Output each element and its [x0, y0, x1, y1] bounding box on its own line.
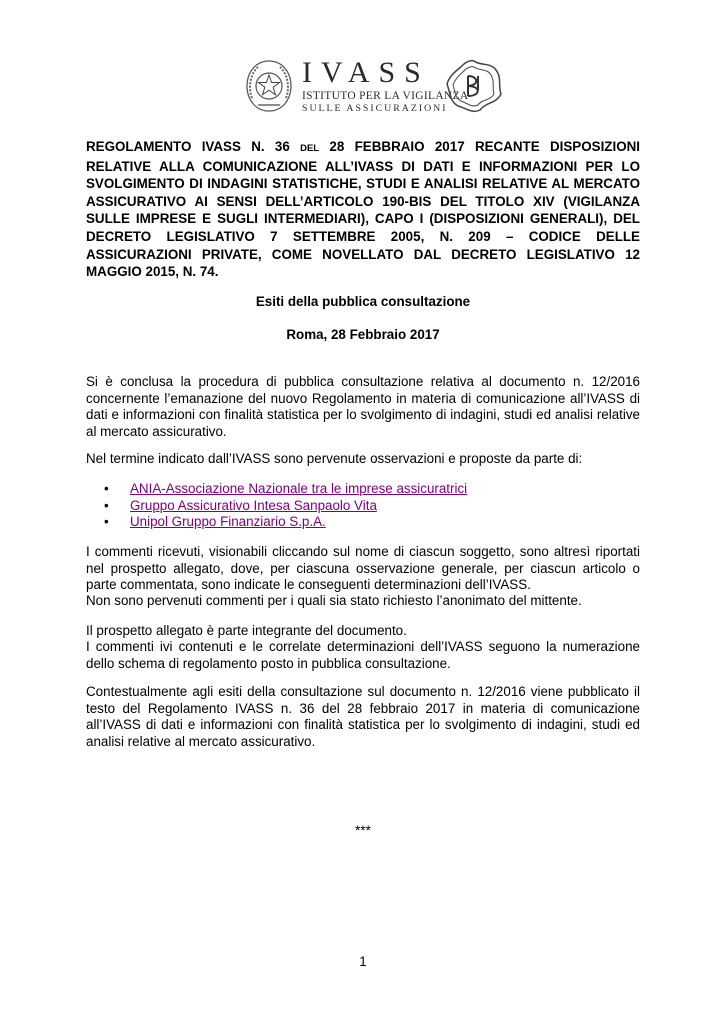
respondent-link-unipol[interactable]: Unipol Gruppo Finanziario S.p.A. — [130, 514, 326, 529]
section-separator: *** — [355, 823, 371, 838]
paragraph-term: Nel termine indicato dall’IVASS sono pervenute osservazioni e proposte da parte di: — [86, 451, 583, 466]
bullet-symbol: • — [104, 514, 109, 529]
list-item — [104, 498, 467, 515]
italian-republic-emblem-icon — [244, 58, 294, 114]
bullet-symbol: • — [104, 481, 109, 496]
brand-name: IVASS — [302, 56, 430, 89]
title-part1: REGOLAMENTO IVASS N. 36 — [86, 139, 301, 154]
respondent-link-ania[interactable]: ANIA-Associazione Nazionale tra le imprese assicuratrici — [130, 481, 468, 496]
page-number: 1 — [359, 954, 367, 969]
document-title — [86, 138, 640, 281]
title-part2: 28 FEBBRAIO 2017 RECANTE DISPOSIZIONI RELATIVE ALLA COMUNICAZIONE ALL’IVASS DI DATI E INFORMAZIONI PER LO SVOLGIMENTO DI INDAGINI STATISTICHE, STUDI E ANALISI RELATIVE AL MERCATO ASSICURATIVO AI SENSI DELL’ARTICOLO 190-BIS DEL TITOLO XIV (VIGILANZA SULLE IMPRESE E SUGLI INTERMEDIARI), CAPO I (DISPOSIZIONI GENERALI), DEL DECRETO LEGISLATIVO 7 SETTEMBRE 2005, N. 209 – CODICE DELLE ASSICURAZIONI PRIVATE, COME NOVELLATO DAL DECRETO LEGISLATIVO 12 MAGGIO 2015, N. 74. — [86, 139, 641, 280]
list-item — [104, 481, 467, 498]
subtitle: Esiti della pubblica consultazione — [255, 294, 471, 309]
brand-subtitle-line1: ISTITUTO PER LA VIGILANZA — [302, 90, 469, 102]
paragraph-integral: Il prospetto allegato è parte integrante del documento. — [86, 623, 407, 638]
paragraph-intro: Si è conclusa la procedura di pubblica consultazione relativa al documento n. 12/2016 concernente l’emanazione del nuovo Regolamento in materia di comunicazione all’IVASS di dati e informazioni con finalità statistica per lo svolgimento di indagini, studi ed analisi relative al mercato assicurativo. — [86, 374, 640, 439]
paragraph-numbering: I commenti ivi contenuti e le correlate determinazioni dell’IVASS seguono la numerazione dello schema di regolamento posto in pubblica consultazione. — [86, 639, 640, 671]
respondents-list — [104, 481, 467, 531]
paragraph-anonymous: Non sono pervenuti commenti per i quali sia stato richiesto l’anonimato del mittente. — [86, 593, 582, 608]
ivass-seal-icon — [444, 58, 504, 114]
place-date: Roma, 28 Febbraio 2017 — [286, 327, 440, 342]
brand-subtitle-line2: SULLE ASSICURAZIONI — [302, 103, 448, 114]
title-del: DEL — [300, 143, 320, 154]
respondent-link-intesa[interactable]: Gruppo Assicurativo Intesa Sanpaolo Vita — [130, 497, 377, 513]
paragraph-contextual: Contestualmente agli esiti della consultazione sul documento n. 12/2016 viene pubblicato il testo del Regolamento IVASS n. 36 del 28 febbraio 2017 in materia di comunicazione all’IVASS di dati e informazioni con finalità statistica per lo svolgimento di indagini, studi ed analisi relative al mercato assicurativo. — [86, 684, 640, 749]
paragraph-comments: I commenti ricevuti, visionabili cliccando sul nome di ciascun soggetto, sono altresì riportati nel prospetto allegato, dove, per ciascuna osservazione generale, per ciascun articolo o parte commentata, sono indicate le conseguenti determinazioni dell’IVASS. — [86, 544, 640, 592]
letterhead — [244, 58, 514, 114]
list-item — [104, 514, 467, 531]
bullet-symbol: • — [104, 497, 109, 513]
